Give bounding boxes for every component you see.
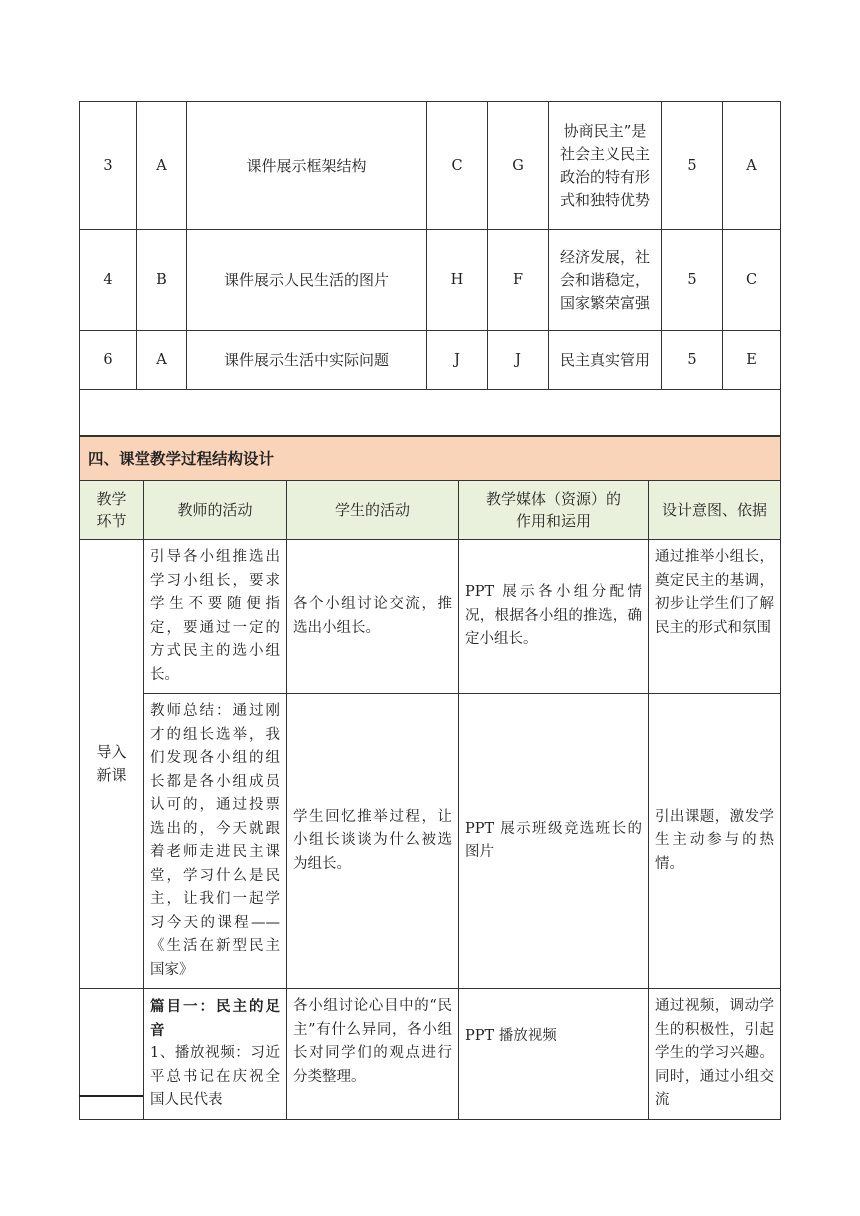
design-intent: 引出课题，激发学生主动参与的热情。 (649, 694, 781, 989)
row-number: 3 (80, 102, 137, 230)
design-intent: 通过视频，调动学生的积极性，引起学生的学习兴趣。同时，通过小组交流 (649, 989, 781, 1120)
table-row (80, 989, 781, 1120)
stage-cell-empty (80, 989, 144, 1120)
student-activity: 各小组讨论心目中的“民主”有什么异同，各小组长对同学们的观点进行分类整理。 (287, 989, 459, 1120)
empty-row (80, 390, 781, 436)
grade-cell: J (427, 331, 488, 390)
note-cell: 协商民主”是社会主义民主政治的特有形式和独特优势 (549, 102, 662, 230)
header-intent: 设计意图、依据 (649, 481, 781, 540)
header-teacher: 教师的活动 (144, 481, 287, 540)
grade-cell: A (137, 102, 187, 230)
table-row (80, 694, 781, 989)
page-bottom-rule (79, 1095, 143, 1097)
header-stage: 教学环节 (80, 481, 144, 540)
student-activity: 各个小组讨论交流，推选出小组长。 (287, 540, 459, 694)
content-cell: 课件展示人民生活的图片 (187, 230, 427, 331)
grade-cell: E (723, 331, 781, 390)
row-number: 4 (80, 230, 137, 331)
table-row (80, 540, 781, 694)
table-row (80, 230, 781, 331)
grade-cell: G (488, 102, 549, 230)
stage-cell: 导入新课 (80, 540, 144, 989)
row-number: 6 (80, 331, 137, 390)
score-cell: 5 (662, 102, 723, 230)
content-cell: 课件展示生活中实际问题 (187, 331, 427, 390)
teacher-activity (144, 989, 287, 1120)
header-student: 学生的活动 (287, 481, 459, 540)
media-usage: PPT 展示各小组分配情况，根据各小组的推选，确定小组长。 (459, 540, 649, 694)
section-header-row (80, 437, 781, 481)
note-cell: 民主真实管用 (549, 331, 662, 390)
score-cell: 5 (662, 331, 723, 390)
empty-cell (80, 390, 781, 436)
table-row (80, 331, 781, 390)
score-cell: 5 (662, 230, 723, 331)
note-cell: 经济发展，社会和谐稳定，国家繁荣富强 (549, 230, 662, 331)
grade-cell: A (137, 331, 187, 390)
grade-cell: F (488, 230, 549, 331)
media-usage: PPT 播放视频 (459, 989, 649, 1120)
grade-cell: A (723, 102, 781, 230)
header-media: 教学媒体（资源）的作用和运用 (459, 481, 649, 540)
grade-cell: C (723, 230, 781, 331)
header-row (80, 481, 781, 540)
grade-cell: C (427, 102, 488, 230)
grade-cell: J (488, 331, 549, 390)
section-title: 四、课堂教学过程结构设计 (80, 437, 781, 481)
part-title: 篇目一：民主的足音 (150, 998, 280, 1039)
teacher-activity: 引导各小组推选出学习小组长，要求学生不要随便指定，要通过一定的方式民主的选小组长。 (144, 540, 287, 694)
teacher-activity: 教师总结：通过刚才的组长选举，我们发现各小组的组长都是各小组成员认可的，通过投票选出的，今天就跟着老师走进民主课堂，学习什么是民主，让我们一起学习今天的课程——《生活在新型民主国家》 (144, 694, 287, 989)
student-activity: 学生回忆推举过程，让小组长谈谈为什么被选为组长。 (287, 694, 459, 989)
grade-cell: H (427, 230, 488, 331)
table-row (80, 102, 781, 230)
content-cell: 课件展示框架结构 (187, 102, 427, 230)
design-intent: 通过推举小组长，奠定民主的基调，初步让学生们了解民主的形式和氛围 (649, 540, 781, 694)
part-teacher-text: 1、播放视频：习近平总书记在庆祝全国人民代表 (150, 1045, 280, 1108)
score-table (79, 101, 781, 436)
process-table (79, 436, 781, 1120)
media-usage: PPT 展示班级竞选班长的图片 (459, 694, 649, 989)
grade-cell: B (137, 230, 187, 331)
